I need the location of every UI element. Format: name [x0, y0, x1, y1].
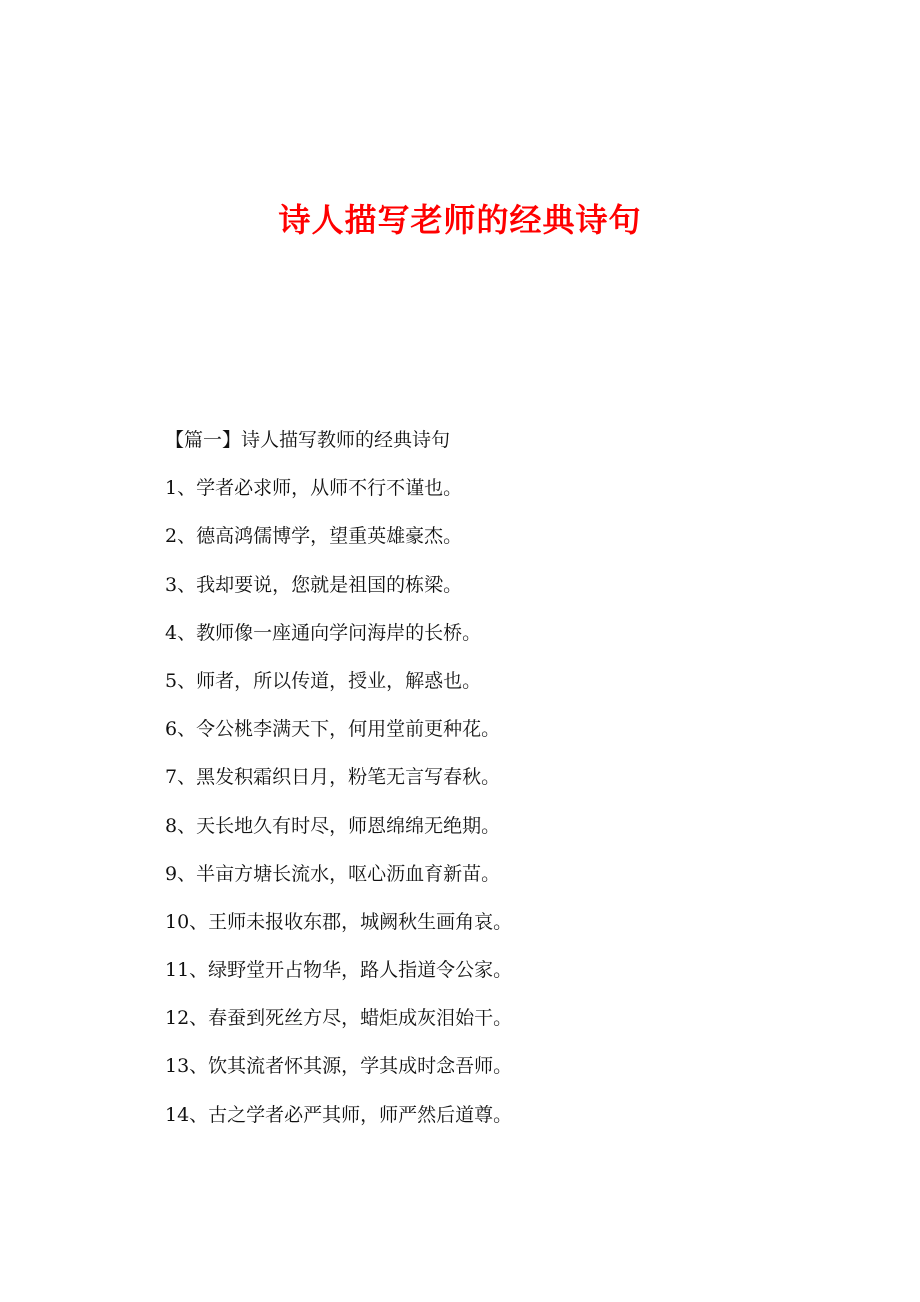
poem-line: 2、德高鸿儒博学，望重英雄豪杰。	[165, 525, 463, 548]
poem-line: 3、我却要说，您就是祖国的栋梁。	[165, 573, 463, 596]
poem-line: 4、教师像一座通向学问海岸的长桥。	[165, 621, 482, 644]
poem-line: 14、古之学者必严其师，师严然后道尊。	[165, 1103, 513, 1126]
poem-line: 6、令公桃李满天下，何用堂前更种花。	[165, 718, 501, 741]
poem-line: 11、绿野堂开占物华，路人指道令公家。	[165, 959, 513, 982]
document-body	[165, 424, 765, 1147]
poem-line: 5、师者，所以传道，授业，解惑也。	[165, 669, 482, 692]
poem-line: 10、王师未报收东郡，城阙秋生画角哀。	[165, 910, 513, 933]
section-heading: 【篇一】诗人描写教师的经典诗句	[165, 429, 451, 451]
poem-line: 7、黑发积霜织日月，粉笔无言写春秋。	[165, 766, 501, 789]
poem-line: 9、半亩方塘长流水，呕心沥血育新苗。	[165, 862, 501, 885]
poem-line: 1、学者必求师，从师不行不谨也。	[165, 477, 463, 500]
poem-line: 8、天长地久有时尽，师恩绵绵无绝期。	[165, 814, 501, 837]
poem-line: 13、饮其流者怀其源，学其成时念吾师。	[165, 1055, 513, 1078]
document-title: 诗人描写老师的经典诗句	[278, 201, 642, 239]
poem-line: 12、春蚕到死丝方尽，蜡炬成灰泪始干。	[165, 1007, 513, 1030]
